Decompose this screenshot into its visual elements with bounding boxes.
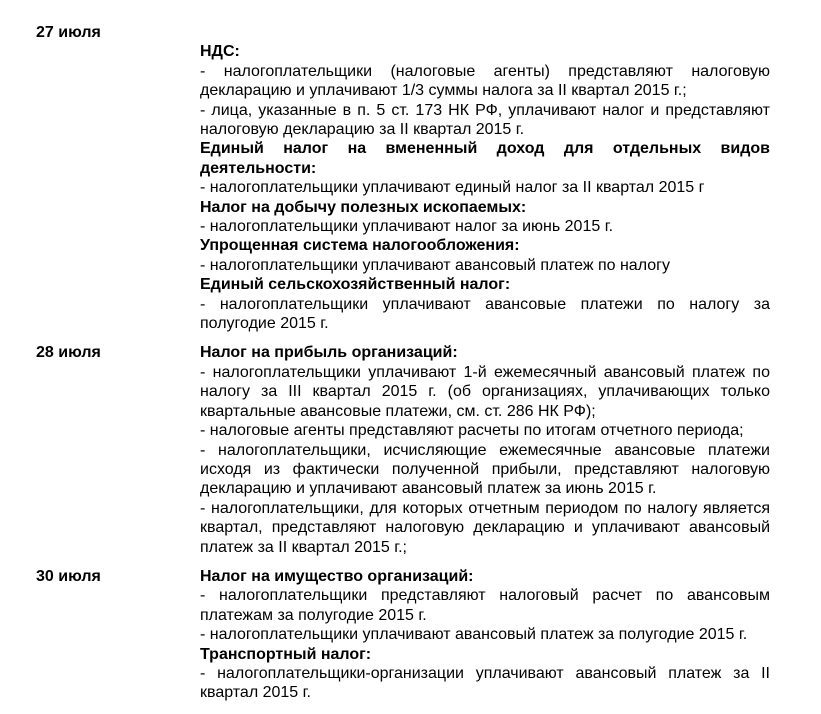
tax-section-heading: Транспортный налог: (200, 645, 372, 663)
tax-item-text: - налоговые агенты представляют расчеты по итогам отчетного периода; (200, 422, 744, 440)
calendar-row (36, 567, 801, 703)
tax-section-heading: Налог на прибыль организаций: (200, 344, 458, 362)
tax-item-text: - налогоплательщики уплачивают 1-й ежемесячный авансовый платеж по налогу за III квартал 2015 г. (об организациях, уплачивающих только квартальные авансовые платежи, см. ст. 286 НК РФ); (200, 363, 770, 420)
row-content (200, 343, 770, 556)
calendar-row (36, 343, 801, 556)
row-content (200, 23, 770, 333)
tax-section-heading: Единый сельскохозяйственный налог: (200, 276, 511, 294)
tax-section-heading: Налог на добычу полезных ископаемых: (200, 198, 527, 216)
tax-item-text: - налогоплательщики уплачивают авансовый платеж по налогу (200, 256, 670, 274)
tax-section-heading: Налог на имущество организаций: (200, 567, 474, 585)
date-label: 30 июля (36, 567, 101, 585)
tax-item-text: - налогоплательщики уплачивают авансовый платеж за полугодие 2015 г. (200, 626, 748, 644)
tax-item-text: - налогоплательщики (налоговые агенты) представляют налоговую декларацию и уплачивают 1/3 суммы налога за II квартал 2015 г.; (200, 62, 770, 100)
tax-section-heading: Единый налог на вмененный доход для отдельных видов деятельности: (200, 140, 770, 177)
tax-item-text: - налогоплательщики, исчисляющие ежемесячные авансовые платежи исходя из фактически полученной прибыли, представляют налоговую декларацию и уплачивают авансовый платеж за июнь 2015 г. (200, 441, 770, 498)
tax-item-text: - налогоплательщики-организации уплачивают авансовый платеж за II квартал 2015 г. (200, 664, 770, 702)
tax-item-text: - налогоплательщики уплачивают налог за июнь 2015 г. (200, 218, 614, 236)
row-content (200, 567, 770, 703)
tax-section-heading: НДС: (200, 43, 240, 61)
tax-item-text: - налогоплательщики уплачивают единый налог за II квартал 2015 г (200, 179, 705, 197)
date-label: 27 июля (36, 24, 101, 41)
tax-item-text: - налогоплательщики, для которых отчетным периодом по налогу является квартал, представляют налоговую декларацию и уплачивают авансовый платеж за II квартал 2015 г.; (200, 499, 770, 556)
tax-item-text: - налогоплательщики представляют налоговый расчет по авансовым платежам за полугодие 2015 г. (200, 587, 770, 624)
tax-item-text: - лица, указанные в п. 5 ст. 173 НК РФ, уплачивают налог и представляют налоговую декларацию за II квартал 2015 г. (200, 101, 770, 139)
tax-section-heading: Упрощенная система налогообложения: (200, 237, 520, 255)
date-label: 28 июля (36, 344, 101, 362)
calendar-row (36, 23, 801, 333)
tax-item-text: - налогоплательщики уплачивают авансовые платежи по налогу за полугодие 2015 г. (200, 295, 770, 333)
